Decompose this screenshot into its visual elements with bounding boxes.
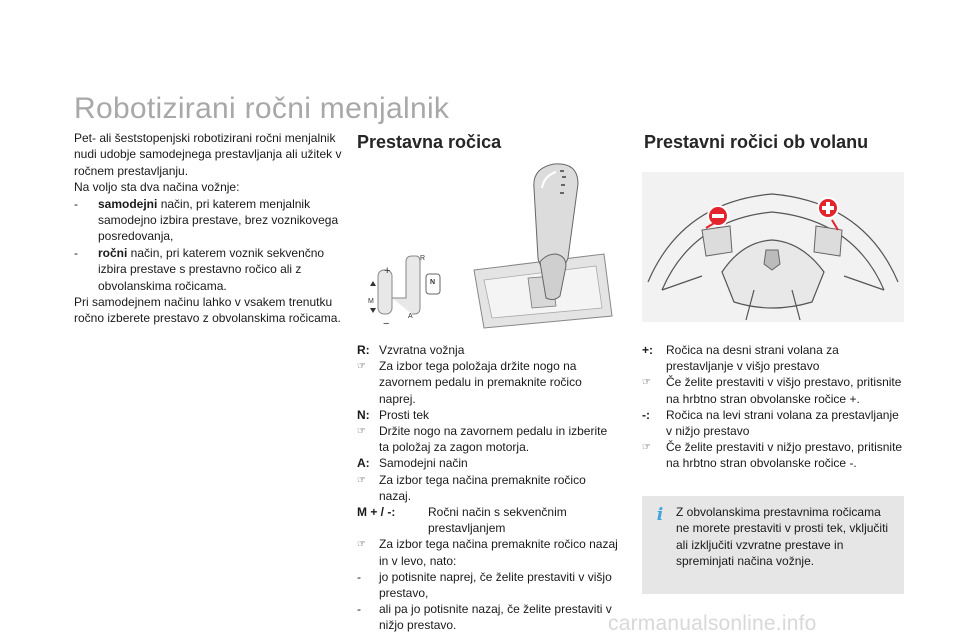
instruction-row bbox=[642, 374, 908, 406]
paddle-instructions bbox=[642, 342, 908, 472]
mode-item-manual bbox=[74, 245, 342, 294]
paddle-key: -: bbox=[642, 407, 650, 422]
mode-term: samodejni bbox=[98, 196, 158, 211]
instruction-row bbox=[357, 472, 619, 504]
instruction-text: Za izbor tega položaja držite nogo na zavornem pedalu in premaknite ročico naprej. bbox=[379, 359, 582, 406]
instruction-row bbox=[357, 504, 619, 536]
instruction-text: Če želite prestaviti v višjo prestavo, pritisnite na hrbtno stran obvolanske ročice +. bbox=[666, 375, 902, 406]
pointing-hand-icon: ☞ bbox=[357, 361, 366, 373]
mode-term: ročni bbox=[98, 245, 128, 260]
instruction-text: Samodejni način bbox=[379, 456, 468, 471]
intro-column bbox=[74, 130, 342, 327]
right-paddle bbox=[814, 226, 842, 256]
instruction-row bbox=[357, 407, 619, 423]
instruction-text: Vzvratna vožnja bbox=[379, 343, 465, 357]
footer-watermark: carmanualsonline.info bbox=[608, 612, 817, 635]
instruction-row bbox=[642, 407, 908, 439]
paddle-key: +: bbox=[642, 343, 654, 357]
gear-lever-illustration bbox=[356, 158, 618, 330]
intro-paragraph-3: Pri samodejnem načinu lahko v vsakem trenutku ročno izberete prestavo z obvolanskima ročicama. bbox=[74, 295, 341, 326]
list-dash: - bbox=[74, 196, 78, 211]
instruction-text: ali pa jo potisnite nazaj, če želite prestaviti v nižjo prestavo. bbox=[379, 602, 612, 633]
pointing-hand-icon: ☞ bbox=[357, 474, 366, 486]
instruction-text: Ročni način s sekvenčnim prestavljanjem bbox=[428, 505, 567, 536]
minus-paddle-icon bbox=[708, 206, 728, 226]
list-dash: - bbox=[357, 602, 361, 617]
instruction-row bbox=[357, 536, 619, 568]
position-key: N: bbox=[357, 407, 370, 422]
gate-label-minus: − bbox=[383, 318, 390, 330]
info-icon: i bbox=[656, 505, 664, 525]
instruction-text: Ročica na desni strani volana za prestavljanje v višjo prestavo bbox=[666, 343, 839, 374]
instruction-text: Prosti tek bbox=[379, 407, 430, 422]
pointing-hand-icon: ☞ bbox=[357, 539, 366, 551]
gate-label-m: M bbox=[368, 298, 374, 305]
intro-paragraph-1: Pet- ali šeststopenjski robotizirani ročni menjalnik nudi udobje samodejnega prestavljanja ali užitek v ročnem prestavljanju. bbox=[74, 131, 342, 178]
instruction-text: Ročica na levi strani volana za prestavljanje v nižjo prestavo bbox=[666, 407, 899, 439]
instruction-row bbox=[357, 342, 619, 358]
position-key: M + / -: bbox=[357, 505, 396, 520]
instruction-row bbox=[357, 601, 619, 633]
gate-label-n: N bbox=[430, 279, 436, 286]
gate-label-r: R bbox=[420, 255, 426, 262]
instruction-row bbox=[642, 342, 908, 374]
mode-item-automatic bbox=[74, 196, 342, 245]
gate-arrows-icon bbox=[370, 281, 376, 313]
instruction-row bbox=[357, 455, 619, 471]
intro-paragraph-2: Na voljo sta dva načina vožnje: bbox=[74, 180, 240, 195]
mode-description: način, pri katerem voznik sekvenčno izbira prestave s prestavno ročico ali z obvolanskima ročicama. bbox=[98, 245, 325, 293]
mode-description: način, pri katerem menjalnik samodejno izbira prestave, brez voznikovega posredovanja, bbox=[98, 196, 339, 244]
instruction-text: Držite nogo na zavornem pedalu in izberite ta položaj za zagon motorja. bbox=[379, 424, 608, 455]
list-dash: - bbox=[357, 569, 361, 584]
info-box bbox=[642, 496, 904, 594]
page-title: Robotizirani ročni menjalnik bbox=[74, 92, 450, 125]
instruction-text: Za izbor tega načina premaknite ročico nazaj. bbox=[379, 472, 586, 503]
pointing-hand-icon: ☞ bbox=[357, 426, 366, 438]
instruction-row bbox=[357, 569, 619, 601]
pointing-hand-icon: ☞ bbox=[642, 442, 651, 454]
left-paddle bbox=[702, 226, 732, 256]
info-text: Z obvolanskima prestavnima ročicama ne morete prestaviti v prosti tek, vključiti ali izključiti vzvratne prestave in spreminjati načina vožnje. bbox=[676, 505, 889, 569]
position-key: R: bbox=[357, 343, 370, 357]
instruction-row bbox=[357, 358, 619, 407]
steering-wheel-illustration bbox=[642, 172, 904, 322]
plus-paddle-icon bbox=[818, 198, 838, 218]
gate-label-plus: + bbox=[384, 265, 391, 277]
instruction-row bbox=[642, 439, 908, 471]
gear-lever-instructions bbox=[357, 342, 619, 634]
pointing-hand-icon: ☞ bbox=[642, 377, 651, 389]
section-heading-paddles: Prestavni ročici ob volanu bbox=[644, 132, 869, 152]
gate-label-a: A bbox=[408, 313, 413, 320]
section-heading-gear-lever: Prestavna ročica bbox=[357, 132, 502, 152]
list-dash: - bbox=[74, 245, 78, 260]
position-key: A: bbox=[357, 456, 370, 471]
instruction-text: Če želite prestaviti v nižjo prestavo, pritisnite na hrbtno stran obvolanske ročice -. bbox=[666, 440, 903, 471]
instruction-text: jo potisnite naprej, če želite prestaviti v višjo prestavo, bbox=[379, 569, 612, 601]
instruction-text: Za izbor tega načina premaknite ročico nazaj in v levo, nato: bbox=[379, 537, 618, 568]
instruction-row bbox=[357, 423, 619, 455]
